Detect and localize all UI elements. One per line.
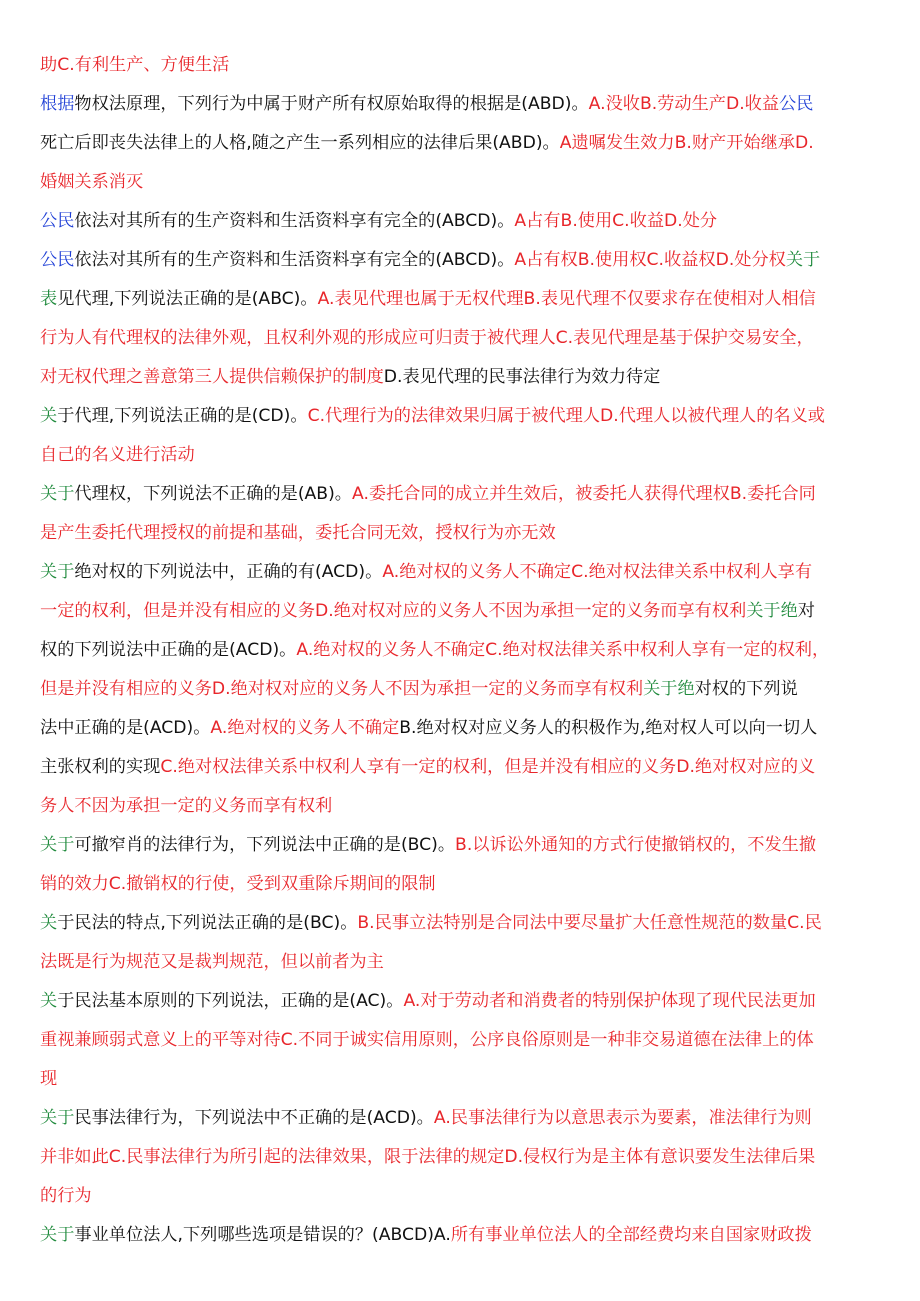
- text-line: [40, 982, 885, 1021]
- text-line: [40, 553, 885, 592]
- text-segment: 的行为: [40, 1186, 92, 1206]
- text-line: [40, 1021, 885, 1060]
- text-segment: 见代理,下列说法正确的是(ABC)。: [57, 289, 318, 309]
- text-line: [40, 46, 885, 85]
- text-segment: 关于: [40, 1225, 75, 1245]
- text-segment: 关于绝: [746, 601, 798, 621]
- text-segment: 代理权，下列说法不正确的是(AB)。: [74, 484, 352, 504]
- text-segment: 务人不因为承担一定的义务而享有权利: [40, 796, 333, 816]
- text-segment: 关: [40, 913, 58, 933]
- text-segment: 依法对其所有的生产资料和生活资料享有完全的(ABCD)。: [74, 250, 515, 270]
- text-segment: C.绝对权法律关系中权利人享有一定的权利，但是并没有相应的义务D.绝对权对应的义: [160, 757, 816, 777]
- text-segment: A.绝对权的义务人不确定C.绝对权法律关系中权利人享有: [382, 562, 813, 582]
- text-segment: 主张权利的实现: [40, 757, 161, 777]
- text-segment: 所有事业单位法人的全部经费均来自国家财政拨: [450, 1225, 812, 1245]
- text-line: [40, 241, 885, 280]
- text-segment: A.委托合同的成立并生效后，被委托人获得代理权B.委托合同: [351, 484, 816, 504]
- text-segment: 关: [40, 406, 58, 426]
- text-segment: 死亡后即丧失法律上的人格,随之产生一系列相应的法律后果(ABD)。: [40, 133, 560, 153]
- text-segment: A占有权B.使用权C.收益权D.处分权: [514, 250, 786, 270]
- text-segment: 公民: [40, 211, 75, 231]
- text-line: [40, 826, 885, 865]
- text-segment: 可撤窄肖的法律行为，下列说法中正确的是(BC)。: [74, 835, 456, 855]
- text-segment: A.对于劳动者和消费者的特别保护体现了现代民法更加: [403, 991, 816, 1011]
- text-segment: 民事法律行为，下列说法中不正确的是(ACD)。: [74, 1108, 434, 1128]
- text-segment: 绝对权的下列说法中，正确的有(ACD)。: [74, 562, 383, 582]
- document-page: [40, 46, 885, 1255]
- text-line: [40, 1138, 885, 1177]
- text-line: [40, 1177, 885, 1216]
- text-line: [40, 943, 885, 982]
- text-segment: 并非如此C.民事法律行为所引起的法律效果，限于法律的规定D.侵权行为是主体有意识要发生法律后果: [40, 1147, 816, 1167]
- text-segment: A.没收B.劳动生产D.收益: [588, 94, 780, 114]
- text-segment: 法既是行为规范又是裁判规范，但以前者为主: [40, 952, 384, 972]
- text-segment: 关于绝: [643, 679, 695, 699]
- text-segment: 行为人有代理权的法律外观，且权利外观的形成应可归责于被代理人C.表见代理是基于保护交易安全，: [40, 328, 814, 348]
- text-segment: 根据: [40, 94, 75, 114]
- text-segment: 重视兼顾弱式意义上的平等对待C.不同于诚实信用原则，公序良俗原则是一种非交易道德在法律上的体: [40, 1030, 814, 1050]
- text-segment: 物权法原理，下列行为中属于财产所有权原始取得的根据是(ABD)。: [74, 94, 589, 114]
- text-line: [40, 904, 885, 943]
- text-segment: 关于: [40, 484, 75, 504]
- text-line: [40, 748, 885, 787]
- text-line: [40, 787, 885, 826]
- text-segment: 表: [40, 289, 58, 309]
- text-line: [40, 592, 885, 631]
- text-segment: 关于: [40, 562, 75, 582]
- text-line: [40, 202, 885, 241]
- text-line: [40, 1060, 885, 1099]
- text-segment: C.代理行为的法律效果归属于被代理人D.代理人以被代理人的名义或: [307, 406, 825, 426]
- text-line: [40, 670, 885, 709]
- text-line: [40, 358, 885, 397]
- text-line: [40, 1099, 885, 1138]
- text-segment: 依法对其所有的生产资料和生活资料享有完全的(ABCD)。: [74, 211, 515, 231]
- text-segment: 自己的名义进行活动: [40, 445, 195, 465]
- text-line: [40, 397, 885, 436]
- text-segment: 助C.有利生产、方便生活: [40, 55, 230, 75]
- text-segment: 关于: [785, 250, 821, 270]
- text-line: [40, 319, 885, 358]
- text-segment: 关于: [40, 835, 75, 855]
- text-segment: 法中正确的是(ACD)。: [40, 718, 211, 738]
- text-line: [40, 514, 885, 553]
- text-line: [40, 1216, 885, 1255]
- text-segment: A.民事法律行为以意思表示为要素，准法律行为则: [433, 1108, 812, 1128]
- text-segment: 现: [40, 1069, 58, 1089]
- text-line: [40, 85, 885, 124]
- text-segment: A遗嘱发生效力B.财产开始继承D.: [559, 133, 814, 153]
- text-segment: 对权的下列说: [694, 679, 798, 699]
- text-segment: 于代理,下列说法正确的是(CD)。: [57, 406, 308, 426]
- text-segment: 权的下列说法中正确的是(ACD)。: [40, 640, 297, 660]
- text-segment: 于民法的特点,下列说法正确的是(BC)。: [57, 913, 358, 933]
- text-segment: A占有B.使用C.收益D.处分: [514, 211, 718, 231]
- text-segment: B.以诉讼外通知的方式行使撤销权的，不发生撤: [455, 835, 817, 855]
- text-line: [40, 475, 885, 514]
- text-segment: 事业单位法人,下列哪些选项是错误的？(ABCD)A.: [74, 1225, 451, 1245]
- text-segment: D.表见代理的民事法律行为效力待定: [383, 367, 661, 387]
- text-line: [40, 631, 885, 670]
- text-segment: A.绝对权的义务人不确定: [210, 718, 400, 738]
- text-segment: 对无权代理之善意第三人提供信赖保护的制度: [40, 367, 384, 387]
- text-segment: 关于: [40, 1108, 75, 1128]
- text-line: [40, 865, 885, 904]
- text-segment: B.绝对权对应义务人的积极作为,绝对权人可以向一切人: [399, 718, 818, 738]
- text-line: [40, 436, 885, 475]
- text-segment: A.表见代理也属于无权代理B.表见代理不仅要求存在使相对人相信: [317, 289, 816, 309]
- text-segment: B.民事立法特别是合同法中要尽量扩大任意性规范的数量C.民: [357, 913, 822, 933]
- text-segment: 关: [40, 991, 58, 1011]
- text-segment: 一定的权利，但是并没有相应的义务D.绝对权对应的义务人不因为承担一定的义务而享有权利: [40, 601, 747, 621]
- text-line: [40, 124, 885, 163]
- text-line: [40, 163, 885, 202]
- text-segment: A.绝对权的义务人不确定C.绝对权法律关系中权利人享有一定的权利，: [296, 640, 830, 660]
- text-line: [40, 709, 885, 748]
- text-segment: 对: [797, 601, 815, 621]
- text-segment: 公民: [40, 250, 75, 270]
- text-segment: 但是并没有相应的义务D.绝对权对应的义务人不因为承担一定的义务而享有权利: [40, 679, 644, 699]
- text-segment: 于民法基本原则的下列说法，正确的是(AC)。: [57, 991, 404, 1011]
- text-segment: 是产生委托代理授权的前提和基础，委托合同无效，授权行为亦无效: [40, 523, 556, 543]
- text-line: [40, 280, 885, 319]
- text-segment: 销的效力C.撤销权的行使，受到双重除斥期间的限制: [40, 874, 436, 894]
- text-segment: 婚姻关系消灭: [40, 172, 144, 192]
- text-segment: 公民: [779, 94, 814, 114]
